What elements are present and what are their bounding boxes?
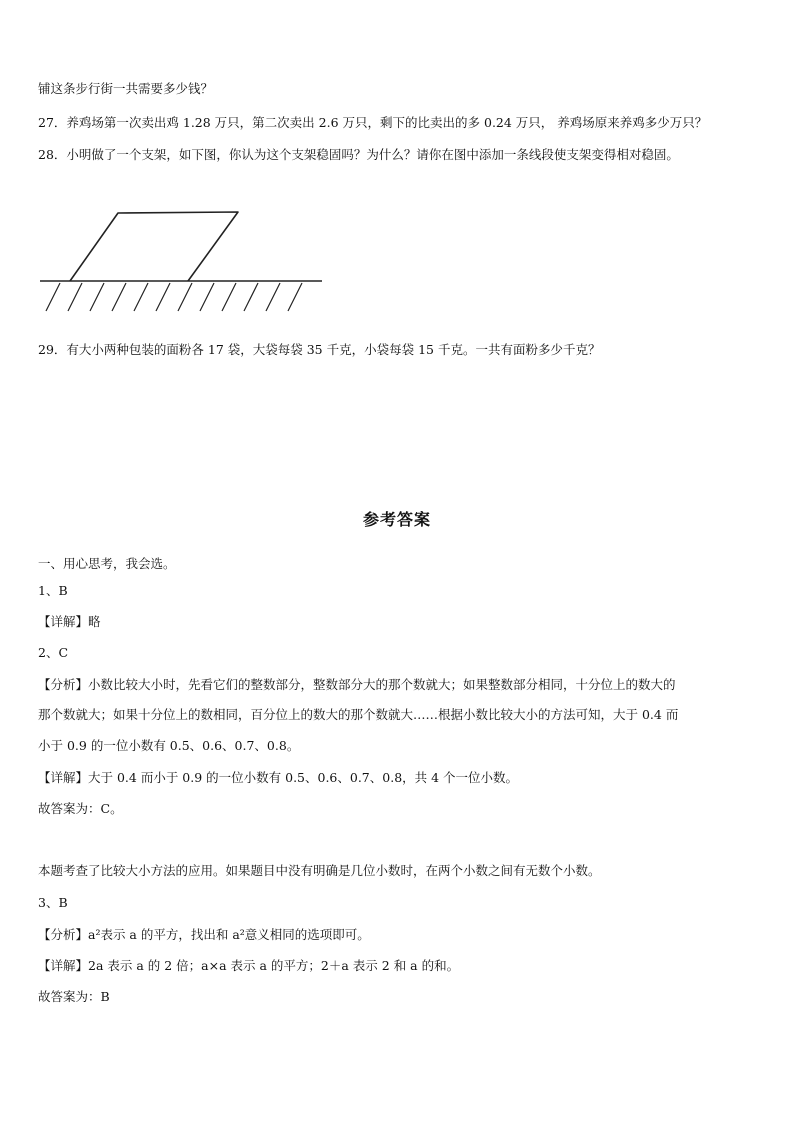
answer-3-conclusion: 故答案为：B <box>38 989 110 1004</box>
answer-2-conclusion: 故答案为：C。 <box>38 801 123 816</box>
answer-3-detail: 【详解】2a 表示 a 的 2 倍；a×a 表示 a 的平方；2＋a 表示 2 和 a 的和。 <box>38 958 460 973</box>
question-27: 27．养鸡场第一次卖出鸡 1.28 万只，第二次卖出 2.6 万只，剩下的比卖出的多 0.24 万只， 养鸡场原来养鸡多少万只？ <box>38 115 708 130</box>
section-1-heading: 一、用心思考，我会选。 <box>38 556 176 571</box>
question-28: 28．小明做了一个支架，如下图，你认为这个支架稳固吗？为什么？请你在图中添加一条线段使支架变得相对稳固。 <box>38 147 679 162</box>
bracket-frame <box>70 212 238 281</box>
answer-2-detail: 【详解】大于 0.4 而小于 0.9 的一位小数有 0.5、0.6、0.7、0.8，共 4 个一位小数。 <box>38 770 519 785</box>
question-26-tail: 铺这条步行街一共需要多少钱？ <box>38 81 214 96</box>
answer-2-number: 2、C <box>38 645 69 660</box>
answer-2-note: 本题考查了比较大小方法的应用。如果题目中没有明确是几位小数时，在两个小数之间有无数个小数。 <box>38 863 601 878</box>
answers-heading: 参考答案 <box>362 510 431 529</box>
answer-1-detail: 【详解】略 <box>38 614 101 629</box>
answer-3-analysis: 【分析】a²表示 a 的平方，找出和 a²意义相同的选项即可。 <box>38 927 370 942</box>
answer-2-analysis-line3: 小于 0.9 的一位小数有 0.5、0.6、0.7、0.8。 <box>38 738 300 753</box>
bracket-figure <box>38 205 328 320</box>
answer-2-analysis-line1: 【分析】小数比较大小时，先看它们的整数部分，整数部分大的那个数就大；如果整数部分相同，十分位上的数大的 <box>38 677 676 692</box>
answer-3-number: 3、B <box>38 895 68 910</box>
question-29: 29．有大小两种包装的面粉各 17 袋，大袋每袋 35 千克，小袋每袋 15 千克。一共有面粉多少千克？ <box>38 342 601 357</box>
answer-1-number: 1、B <box>38 583 68 598</box>
ground-hatching <box>46 283 302 311</box>
answer-2-analysis-line2: 那个数就大；如果十分位上的数相同，百分位上的数大的那个数就大……根据小数比较大小的方法可知，大于 0.4 而 <box>38 707 679 722</box>
